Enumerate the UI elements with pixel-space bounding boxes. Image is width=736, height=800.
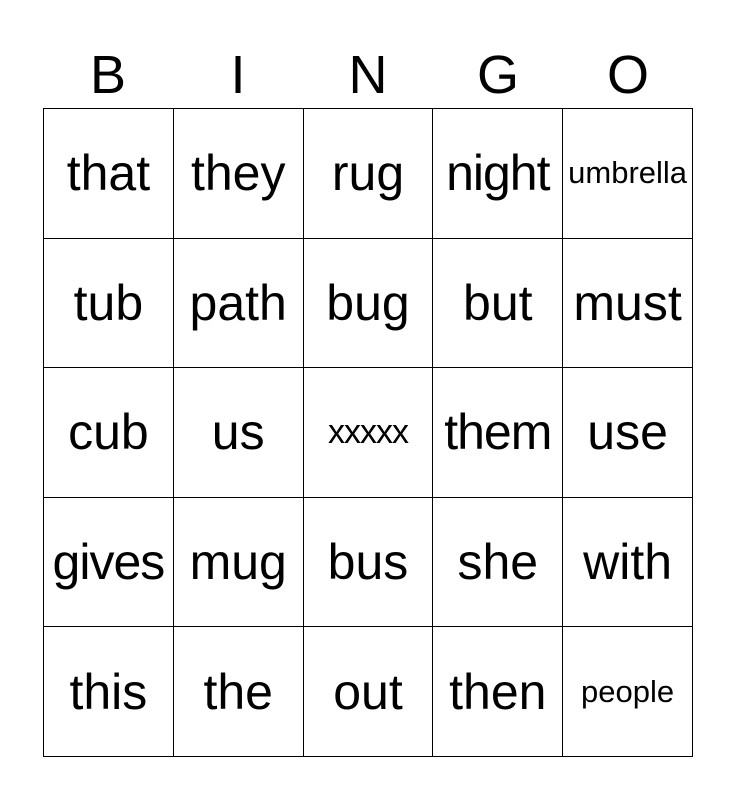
bingo-cell[interactable]: use (563, 368, 693, 498)
bingo-cell[interactable]: then (433, 627, 563, 757)
bingo-cell[interactable]: that (44, 109, 174, 239)
header-letter-o: O (606, 45, 649, 105)
bingo-cell[interactable]: gives (44, 498, 174, 628)
bingo-cell[interactable]: us (174, 368, 304, 498)
header-letter-b: B (89, 45, 127, 105)
bingo-cell[interactable]: mug (174, 498, 304, 628)
bingo-cell[interactable]: tub (44, 239, 174, 369)
bingo-cell[interactable]: path (174, 239, 304, 369)
bingo-header (43, 42, 693, 108)
bingo-cell[interactable]: the (174, 627, 304, 757)
bingo-cell[interactable]: but (433, 239, 563, 369)
free-space-cell[interactable]: xxxxx (304, 368, 434, 498)
bingo-cell[interactable]: this (44, 627, 174, 757)
bingo-cell[interactable]: people (563, 627, 693, 757)
bingo-cell[interactable]: umbrella (563, 109, 693, 239)
bingo-cell[interactable]: night (433, 109, 563, 239)
header-letter-g: G (476, 45, 519, 105)
header-letter-i: I (230, 45, 246, 105)
bingo-cell[interactable]: rug (304, 109, 434, 239)
bingo-cell[interactable]: must (563, 239, 693, 369)
bingo-cell[interactable]: bug (304, 239, 434, 369)
bingo-cell[interactable]: out (304, 627, 434, 757)
bingo-cell[interactable]: with (563, 498, 693, 628)
bingo-cell[interactable]: she (433, 498, 563, 628)
bingo-cell[interactable]: bus (304, 498, 434, 628)
bingo-cell[interactable]: they (174, 109, 304, 239)
header-letter-n: N (348, 45, 388, 105)
bingo-board (43, 108, 693, 757)
bingo-cell[interactable]: them (433, 368, 563, 498)
bingo-cell[interactable]: cub (44, 368, 174, 498)
